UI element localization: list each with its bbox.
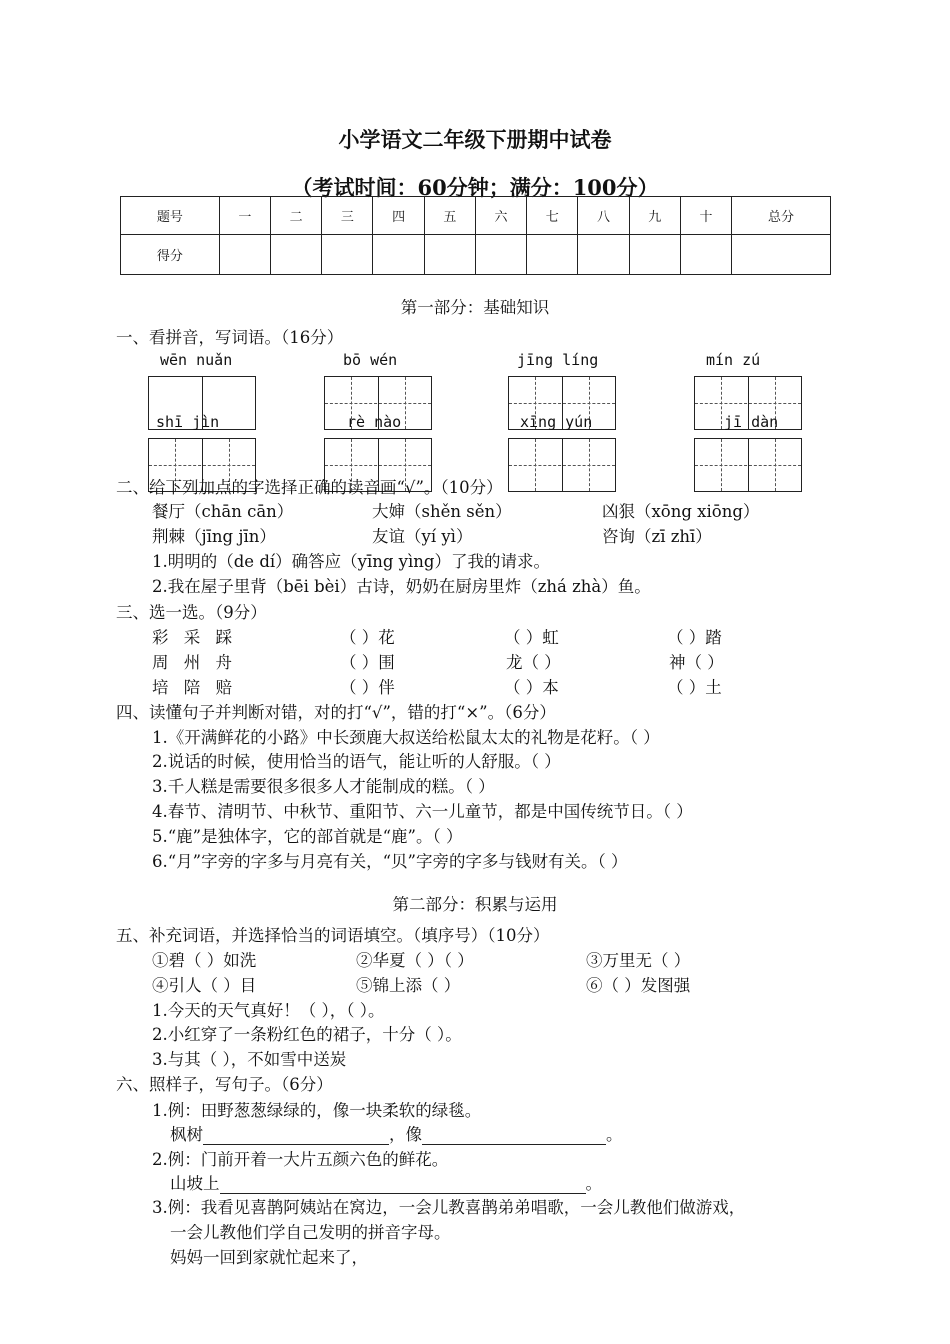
q3-chars: 周 州 舟 [152, 653, 232, 672]
q5-sentence: 3.与其（ ），不如雪中送炭 [152, 1050, 347, 1069]
q5-sentence: 1.今天的天气真好！（ ），（ ）。 [152, 1001, 385, 1020]
q3-chars: 彩 采 踩 [152, 628, 232, 647]
score-header-cell: 四 [373, 197, 424, 235]
q4-heading: 四、读懂句子并判断对错，对的打“√”，错的打“×”。（6分） [116, 703, 556, 722]
q3-chars: 培 陪 赔 [152, 678, 232, 697]
q5-item: ⑥（ ）发图强 [586, 976, 691, 995]
score-header-cell: 五 [424, 197, 475, 235]
score-header-cell: 二 [271, 197, 322, 235]
score-cell[interactable] [322, 235, 373, 275]
score-header-cell: 总分 [732, 197, 831, 235]
q6-example: 2.例：门前开着一大片五颜六色的鲜花。 [152, 1150, 449, 1169]
q6-example: 一会儿教他们学自己发明的拼音字母。 [170, 1223, 451, 1242]
q4-item: 6.“月”字旁的字多与月亮有关，“贝”字旁的字多与钱财有关。（ ） [152, 852, 628, 871]
q6-prompt: ，像 [389, 1125, 422, 1144]
q2-item: 友谊（yí yì） [372, 527, 473, 546]
score-cell[interactable] [475, 235, 526, 275]
q2-sentence: 2.我在屋子里背（bēi bèi）古诗，奶奶在厨房里炸（zhá zhà）鱼。 [152, 577, 651, 596]
q3-blank: （ ）花 [340, 628, 395, 647]
score-table [120, 196, 831, 275]
q6-example: 3.例：我看见喜鹊阿姨站在窝边，一会儿教喜鹊弟弟唱歌，一会儿教他们做游戏， [152, 1198, 746, 1217]
score-cell[interactable] [424, 235, 475, 275]
score-header-cell: 六 [475, 197, 526, 235]
q1-pinyin: bō wén [343, 351, 398, 369]
q2-item: 凶狠（xōng xiōng） [602, 502, 760, 521]
q4-item: 1.《开满鲜花的小路》中长颈鹿大叔送给松鼠太太的礼物是花籽。（ ） [152, 728, 660, 747]
q1-pinyin: jīng líng [517, 351, 599, 369]
q1-pinyin: jī dàn [724, 413, 779, 431]
q3-blank: （ ）本 [504, 678, 559, 697]
q6-heading: 六、照样子，写句子。（6分） [116, 1075, 333, 1094]
q1-pinyin: mín zú [706, 351, 761, 369]
q3-heading: 三、选一选。（9分） [116, 603, 267, 622]
q1-pinyin: rè nào [347, 413, 402, 431]
q6-prompt: 山坡上 [170, 1174, 220, 1193]
q3-blank: 龙（ ） [506, 653, 561, 672]
q6-answer-line [170, 1170, 602, 1194]
score-header-cell: 题号 [121, 197, 220, 235]
q2-item: 大婶（shěn sěn） [372, 502, 512, 521]
score-row-label: 得分 [121, 235, 220, 275]
q1-heading: 一、看拼音，写词语。（16分） [116, 328, 344, 347]
q2-item: 咨询（zī zhī） [602, 527, 712, 546]
q4-item: 2.说话的时候，使用恰当的语气，能让听的人舒服。（ ） [152, 752, 561, 771]
answer-blank[interactable] [203, 1144, 389, 1145]
q5-item: ⑤锦上添（ ） [356, 976, 461, 995]
score-cell[interactable] [271, 235, 322, 275]
q4-item: 3.千人糕是需要很多很多人才能制成的糕。（ ） [152, 777, 495, 796]
q1-pinyin: xīng yún [520, 413, 593, 431]
score-header-cell: 一 [219, 197, 270, 235]
q6-answer-line [170, 1121, 623, 1145]
q5-item: ③万里无（ ） [586, 951, 691, 970]
writing-grid[interactable] [694, 438, 802, 492]
part1-title: 第一部分：基础知识 [400, 298, 550, 317]
score-value-row [121, 235, 831, 275]
page-subtitle: （考试时间：60分钟；满分：100分） [291, 175, 659, 200]
q3-blank: （ ）围 [340, 653, 395, 672]
q4-item: 5.“鹿”是独体字，它的部首就是“鹿”。（ ） [152, 827, 463, 846]
q1-pinyin: shī jìn [156, 413, 220, 431]
q5-item: ①碧（ ）如洗 [152, 951, 257, 970]
q1-pinyin: wēn nuǎn [160, 351, 233, 369]
score-header-cell: 三 [322, 197, 373, 235]
q2-item: 荆棘（jīng jīn） [152, 527, 276, 546]
answer-blank[interactable] [422, 1144, 606, 1145]
q2-heading: 二、给下列加点的字选择正确的读音画“√”。（10分） [116, 478, 503, 497]
q3-blank: （ ）踏 [667, 628, 722, 647]
q6-prompt: 。 [606, 1125, 623, 1144]
q6-prompt: 枫树 [170, 1125, 203, 1144]
score-cell[interactable] [732, 235, 831, 275]
q5-heading: 五、补充词语，并选择恰当的词语填空。（填序号）（10分） [116, 926, 550, 945]
q3-blank: 神（ ） [669, 653, 724, 672]
q3-blank: （ ）伴 [340, 678, 395, 697]
q2-sentence: 1.明明的（de dí）确答应（yīng yìng）了我的请求。 [152, 552, 550, 571]
q6-prompt: 。 [585, 1174, 602, 1193]
page-title: 小学语文二年级下册期中试卷 [338, 127, 612, 152]
score-cell[interactable] [527, 235, 578, 275]
score-cell[interactable] [629, 235, 680, 275]
q2-item: 餐厅（chān cān） [152, 502, 294, 521]
q5-item: ④引人（ ）目 [152, 976, 257, 995]
q6-prompt: 妈妈一回到家就忙起来了， [170, 1248, 368, 1267]
part2-title: 第二部分：积累与运用 [392, 895, 558, 914]
score-header-cell: 八 [578, 197, 629, 235]
q3-blank: （ ）土 [667, 678, 722, 697]
writing-grid[interactable] [508, 438, 616, 492]
score-header-cell: 七 [527, 197, 578, 235]
score-cell[interactable] [373, 235, 424, 275]
score-header-cell: 九 [629, 197, 680, 235]
q6-example: 1.例：田野葱葱绿绿的，像一块柔软的绿毯。 [152, 1101, 482, 1120]
q5-item: ②华夏（ ）（ ） [356, 951, 474, 970]
q4-item: 4.春节、清明节、中秋节、重阳节、六一儿童节，都是中国传统节日。（ ） [152, 802, 693, 821]
q3-blank: （ ）虹 [504, 628, 559, 647]
score-cell[interactable] [680, 235, 731, 275]
q5-sentence: 2.小红穿了一条粉红色的裙子，十分（ ）。 [152, 1025, 462, 1044]
score-header-cell: 十 [680, 197, 731, 235]
score-cell[interactable] [578, 235, 629, 275]
score-header-row [121, 197, 831, 235]
score-cell[interactable] [219, 235, 270, 275]
